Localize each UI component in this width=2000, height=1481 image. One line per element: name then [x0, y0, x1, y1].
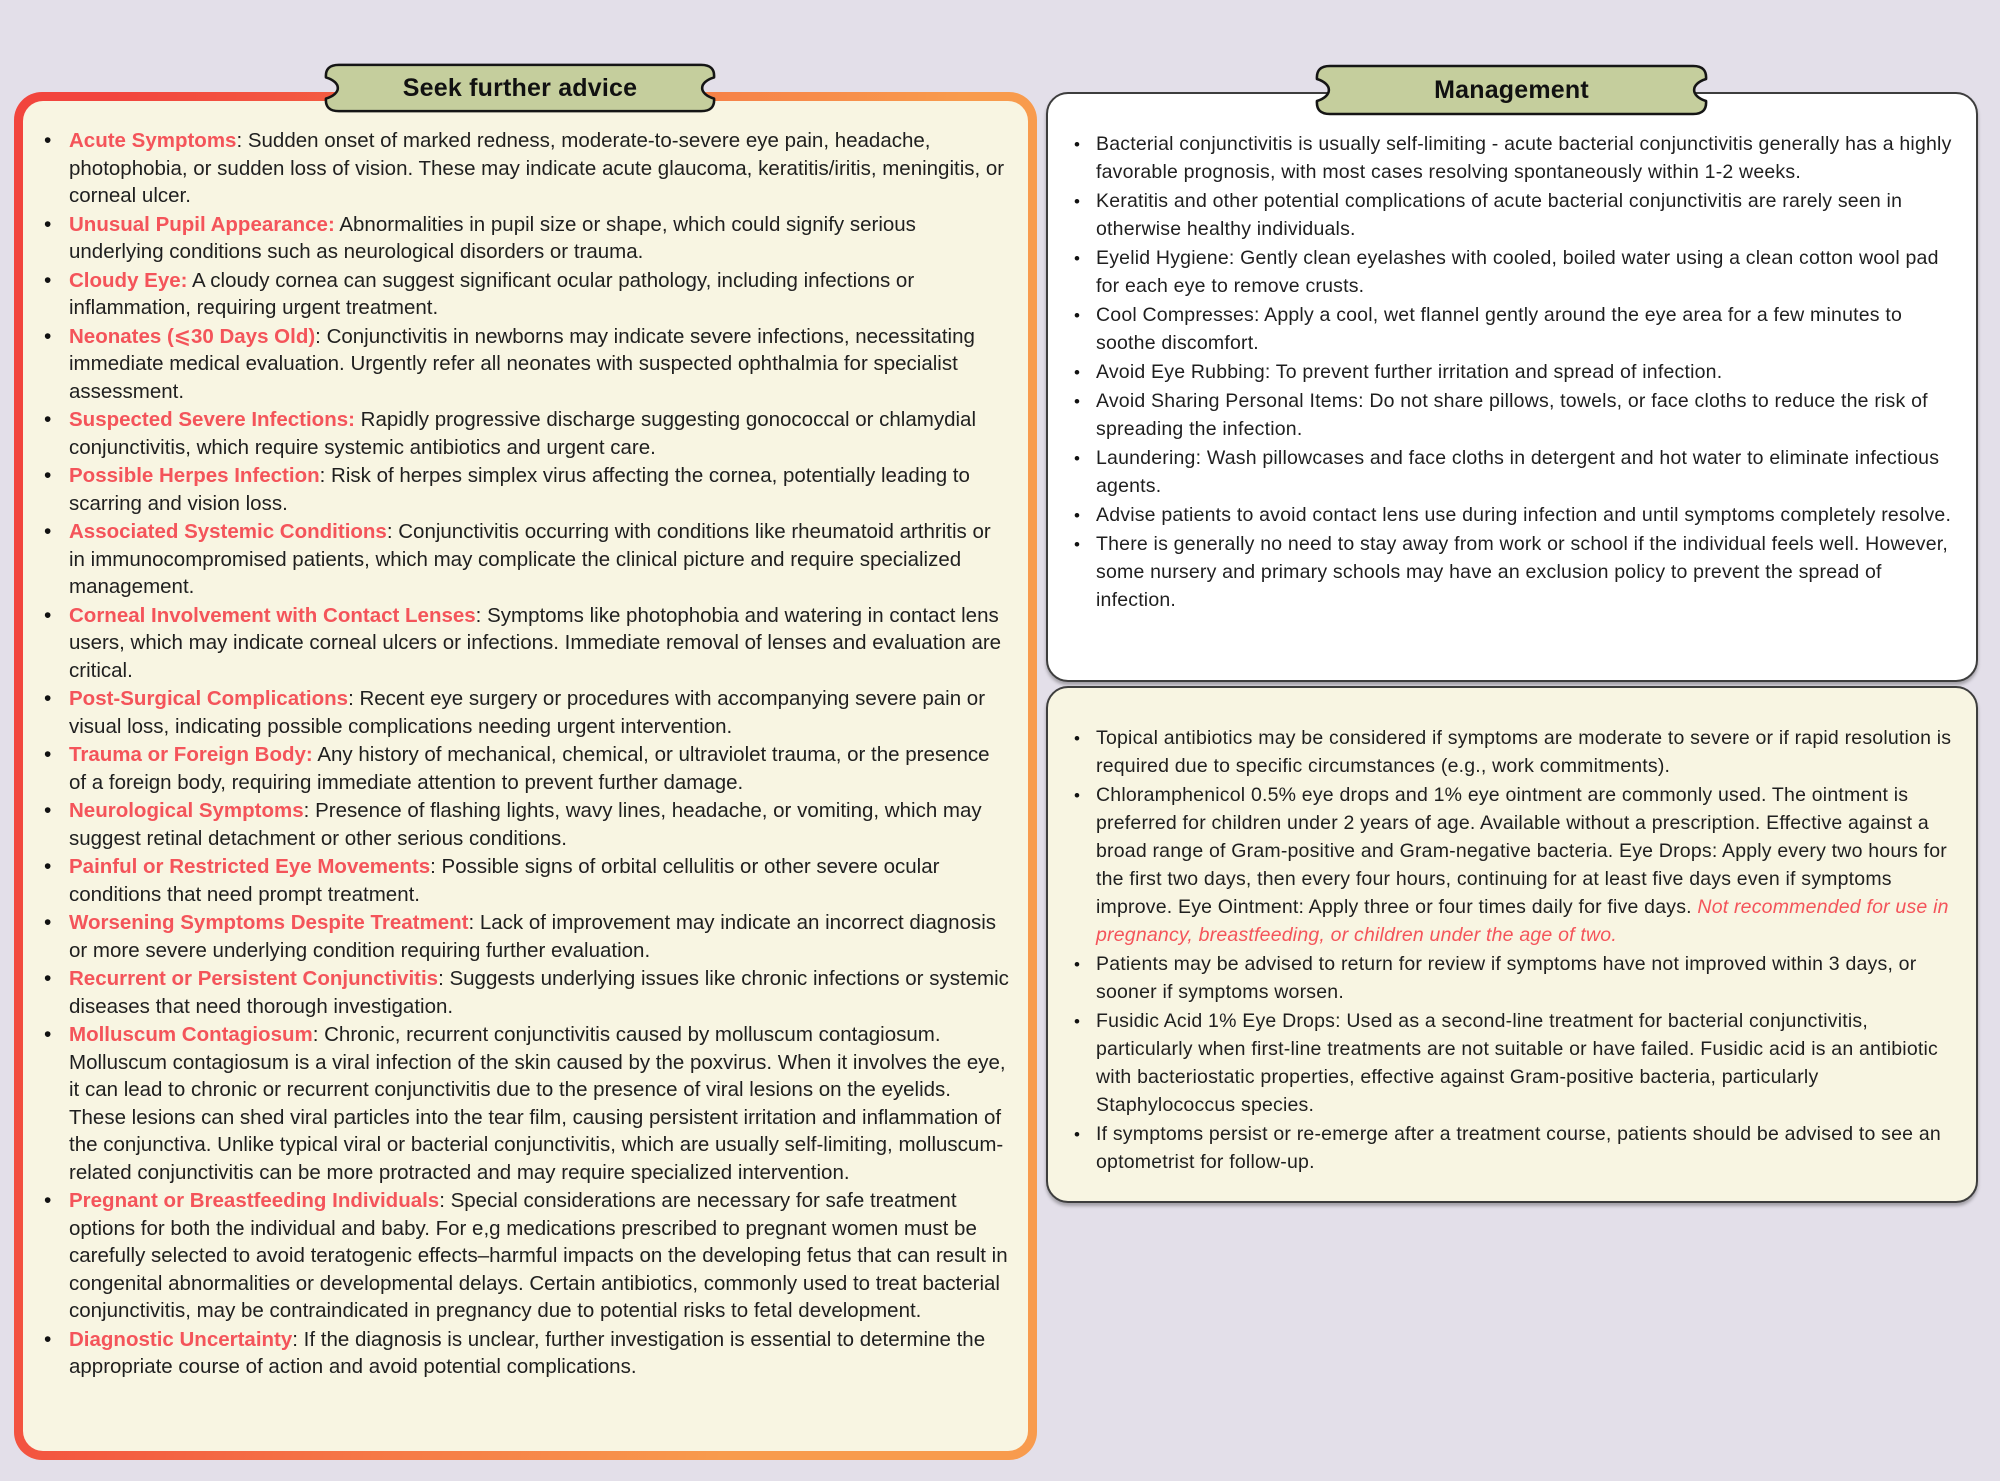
management-item: • There is generally no need to stay away from work or school if the individual feels well. However, some nursery and primary schools may have an exclusion policy to prevent the spread of infection. — [1068, 530, 1954, 614]
management-list — [1068, 130, 1954, 614]
treatment-item-text: If symptoms persist or re-emerge after a treatment course, patients should be advised to see an optometrist for follow-up. — [1096, 1123, 1941, 1173]
advice-item-lead: Corneal Involvement with Contact Lenses — [69, 603, 476, 627]
treatment-list — [1068, 724, 1954, 1176]
advice-item-lead: Trauma or Foreign Body: — [69, 743, 313, 766]
advice-list — [37, 127, 1012, 1381]
treatment-item — [1068, 1120, 1954, 1176]
advice-item — [37, 518, 1012, 601]
management-item: • Avoid Sharing Personal Items: Do not share pillows, towels, or face cloths to reduce the risk of spreading the infection. — [1068, 387, 1954, 443]
treatment-item-note: Not recommended for use in pregnancy, breastfeeding, or children under the age of two. — [1096, 896, 1949, 946]
advice-item — [37, 685, 1012, 740]
advice-item-lead: Diagnostic Uncertainty — [69, 1327, 293, 1351]
advice-item-body: : Chronic, recurrent conjunctivitis caused by molluscum contagiosum. Molluscum contagiosum is a viral infection of the skin caused by the poxvirus. When it involves the eye, it can lead to chronic or recurrent conjunctivitis due to the presence of viral lesions on the eyelids. These lesions can shed viral particles into the tear film, causing persistent irritation and inflammation of the conjunctiva. Unlike typical viral or bacterial conjunctivitis, which are usually self-limiting, molluscum-related conjunctivitis can be more protracted and may require specialized intervention. — [69, 1023, 1006, 1184]
treatment-item-text: Patients may be advised to return for review if symptoms have not improved within 3 days, or sooner if symptoms worsen. — [1096, 953, 1917, 1003]
advice-panel-body — [23, 101, 1028, 1451]
advice-item — [37, 965, 1012, 1020]
advice-item-lead: Neonates (⩽30 Days Old) — [69, 324, 316, 348]
advice-item-lead: Suspected Severe Infections: — [69, 408, 355, 431]
treatment-item — [1068, 724, 1954, 780]
advice-item-lead: Worsening Symptoms Despite Treatment — [69, 911, 469, 934]
advice-item-lead: Unusual Pupil Appearance: — [69, 212, 335, 236]
advice-item-lead: Post-Surgical Complications — [69, 687, 349, 710]
management-panel-title: Management — [1434, 75, 1589, 104]
advice-item — [37, 323, 1012, 406]
advice-panel-title: Seek further advice — [402, 73, 638, 102]
treatment-item-text: Topical antibiotics may be considered if symptoms are moderate to severe or if rapid resolution is required due to specific circumstances (e.g., work commitments). — [1096, 727, 1952, 777]
advice-item-body: : Symptoms like photophobia and watering in contact lens users, which may indicate corneal ulcers or infections. Immediate removal of lenses and evaluation are critical. — [69, 603, 1002, 682]
advice-item-body: Abnormalities in pupil size or shape, which could signify serious underlying conditions such as neurological disorders or trauma. — [69, 212, 916, 263]
advice-item-body: : Conjunctivitis in newborns may indicate severe infections, necessitating immediate medical evaluation. Urgently refer all neonates with suspected ophthalmia for specialist assessment. — [69, 324, 975, 403]
advice-item — [37, 127, 1012, 210]
advice-item-body: : Recent eye surgery or procedures with accompanying severe pain or visual loss, indicating possible complications needing urgent intervention. — [69, 687, 986, 738]
advice-item-lead: Associated Systemic Conditions — [69, 520, 387, 543]
advice-item-body: Any history of mechanical, chemical, or ultraviolet trauma, or the presence of a foreign body, requiring immediate attention to prevent further damage. — [69, 743, 990, 794]
advice-item — [37, 741, 1012, 796]
advice-item — [37, 1021, 1012, 1186]
advice-item-body: Rapidly progressive discharge suggesting gonococcal or chlamydial conjunctivitis, which require systemic antibiotics and urgent care. — [69, 408, 976, 459]
management-item: • Keratitis and other potential complications of acute bacterial conjunctivitis are rarely seen in otherwise healthy individuals. — [1068, 187, 1954, 243]
advice-item-lead: Cloudy Eye: — [69, 268, 188, 292]
advice-item-body: : Risk of herpes simplex virus affecting the cornea, potentially leading to scarring and vision loss. — [69, 464, 970, 515]
advice-item-body: : Conjunctivitis occurring with conditions like rheumatoid arthritis or in immunocompromised patients, which may complicate the clinical picture and require specialized management. — [69, 520, 991, 598]
management-ribbon — [1313, 63, 1710, 117]
advice-item-lead: Acute Symptoms — [69, 129, 237, 152]
management-item: • Advise patients to avoid contact lens use during infection and until symptoms completely resolve. — [1068, 501, 1954, 529]
management-item: • Cool Compresses: Apply a cool, wet flannel gently around the eye area for a few minutes to soothe discomfort. — [1068, 301, 1954, 357]
advice-item — [37, 797, 1012, 852]
advice-item-body: A cloudy cornea can suggest significant ocular pathology, including infections or inflammation, requiring urgent treatment. — [69, 268, 915, 319]
advice-item — [37, 1326, 1012, 1381]
advice-item-body: : If the diagnosis is unclear, further investigation is essential to determine the appropriate course of action and avoid potential complications. — [69, 1327, 986, 1378]
advice-item — [37, 211, 1012, 266]
advice-ribbon — [322, 62, 718, 114]
management-panel — [1046, 92, 1978, 682]
advice-item-lead: Neurological Symptoms — [69, 799, 304, 822]
management-item: • Eyelid Hygiene: Gently clean eyelashes with cooled, boiled water using a clean cotton wool pad for each eye to remove crusts. — [1068, 244, 1954, 300]
advice-item — [37, 602, 1012, 685]
advice-item-body: : Possible signs of orbital cellulitis or other severe ocular conditions that need prompt treatment. — [69, 855, 940, 906]
treatment-item-text: Chloramphenicol 0.5% eye drops and 1% eye ointment are commonly used. The ointment is preferred for children under 2 years of age. Available without a prescription. Effective against a broad range of Gram-positive and Gram-negative bacteria. Eye Drops: Apply every two hours for the first two days, then every four hours, continuing for at least five days even if symptoms improve. Eye Ointment: Apply three or four times daily for five days. — [1096, 784, 1947, 918]
advice-item — [37, 462, 1012, 517]
management-item: • Avoid Eye Rubbing: To prevent further irritation and spread of infection. — [1068, 358, 1954, 386]
management-item: • Bacterial conjunctivitis is usually self-limiting - acute bacterial conjunctivitis generally has a highly favorable prognosis, with most cases resolving spontaneously within 1-2 weeks. — [1068, 130, 1954, 186]
treatment-panel — [1046, 686, 1978, 1203]
advice-item — [37, 1187, 1012, 1325]
treatment-item-text: Fusidic Acid 1% Eye Drops: Used as a second-line treatment for bacterial conjunctivitis, particularly when first-line treatments are not suitable or have failed. Fusidic acid is an antibiotic with bacteriostatic properties, effective against Gram-positive bacteria, particularly Staphylococcus species. — [1096, 1010, 1938, 1116]
advice-item-body: : Special considerations are necessary for safe treatment options for both the individual and baby. For e,g medications prescribed to pregnant women must be carefully selected to avoid teratogenic effects–harmful impacts on the developing fetus that can result in congenital abnormalities or developmental delays. Certain antibiotics, commonly used to treat bacterial conjunctivitis, may be contraindicated in pregnancy due to potential risks to fetal development. — [69, 1189, 1008, 1322]
advice-item-lead: Recurrent or Persistent Conjunctivitis — [69, 967, 439, 990]
advice-panel — [14, 92, 1037, 1460]
advice-item-body: : Presence of flashing lights, wavy lines, headache, or vomiting, which may suggest retinal detachment or other serious conditions. — [69, 799, 982, 850]
advice-item-lead: Molluscum Contagiosum — [69, 1023, 313, 1046]
treatment-item — [1068, 1007, 1954, 1119]
advice-item-lead: Painful or Restricted Eye Movements — [69, 855, 431, 878]
advice-item — [37, 406, 1012, 461]
advice-item — [37, 267, 1012, 322]
advice-item — [37, 909, 1012, 964]
advice-item-lead: Pregnant or Breastfeeding Individuals — [69, 1189, 440, 1212]
treatment-item — [1068, 950, 1954, 1006]
advice-item — [37, 853, 1012, 908]
advice-item-body: : Suggests underlying issues like chronic infections or systemic diseases that need thorough investigation. — [69, 967, 1009, 1018]
management-item: • Laundering: Wash pillowcases and face cloths in detergent and hot water to eliminate infectious agents. — [1068, 444, 1954, 500]
advice-item-lead: Possible Herpes Infection — [69, 464, 320, 487]
advice-item-body: : Sudden onset of marked redness, moderate-to-severe eye pain, headache, photophobia, or sudden loss of vision. These may indicate acute glaucoma, keratitis/iritis, meningitis, or corneal ulcer. — [69, 129, 1005, 207]
advice-item-body: : Lack of improvement may indicate an incorrect diagnosis or more severe underlying condition requiring further evaluation. — [69, 911, 997, 962]
treatment-item — [1068, 781, 1954, 949]
